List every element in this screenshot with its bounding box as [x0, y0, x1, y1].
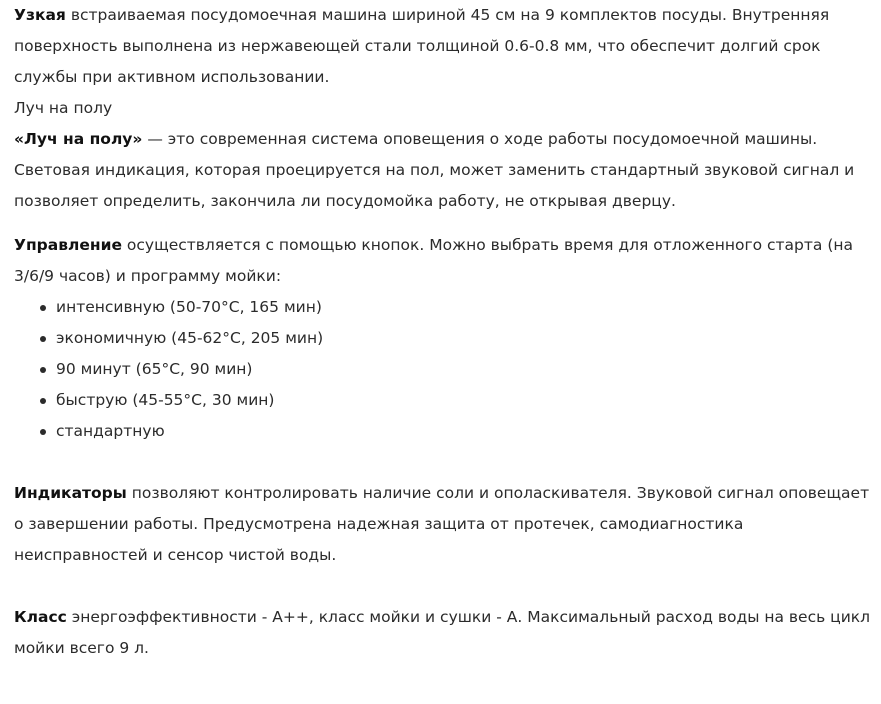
list-item: интенсивную (50-70°С, 165 мин): [40, 292, 874, 323]
indicators-bold: Индикаторы: [14, 484, 127, 502]
program-list: [14, 292, 874, 447]
floor-beam-paragraph: [14, 124, 874, 217]
class-text: энергоэффективности - А++, класс мойки и сушки - А. Максимальный расход воды на весь цикл мойки всего 9 л.: [14, 608, 871, 657]
control-paragraph: [14, 230, 874, 292]
floor-beam-text: — это современная система оповещения о ходе работы посудомоечной машины. Световая индикация, которая проецируется на пол, может заменить стандартный звуковой сигнал и позволяет определить, закончила ли посудомойка работу, не открывая дверцу.: [14, 130, 855, 210]
intro-bold: Узкая: [14, 6, 66, 24]
floor-beam-bold: «Луч на полу»: [14, 130, 143, 148]
control-text: осуществляется с помощью кнопок. Можно выбрать время для отложенного старта (на 3/6/9 часов) и программу мойки:: [14, 236, 854, 285]
spacer: [14, 217, 874, 230]
product-description: [14, 0, 874, 664]
intro-paragraph: [14, 0, 874, 93]
class-bold: Класс: [14, 608, 67, 626]
intro-text: встраиваемая посудомоечная машина шириной 45 см на 9 комплектов посуды. Внутренняя поверхность выполнена из нержавеющей стали толщиной 0.6-0.8 мм, что обеспечит долгий срок службы при активном использовании.: [14, 6, 830, 86]
spacer: [14, 447, 874, 478]
list-item: экономичную (45-62°С, 205 мин): [40, 323, 874, 354]
list-item: стандартную: [40, 416, 874, 447]
control-bold: Управление: [14, 236, 122, 254]
list-item: быструю (45-55°С, 30 мин): [40, 385, 874, 416]
indicators-paragraph: [14, 478, 874, 571]
indicators-text: позволяют контролировать наличие соли и ополаскивателя. Звуковой сигнал оповещает о завершении работы. Предусмотрена надежная защита от протечек, самодиагностика неисправностей и сенсор чистой воды.: [14, 484, 870, 564]
class-paragraph: [14, 602, 874, 664]
spacer: [14, 571, 874, 602]
list-item: 90 минут (65°С, 90 мин): [40, 354, 874, 385]
floor-beam-heading: Луч на полу: [14, 99, 113, 117]
